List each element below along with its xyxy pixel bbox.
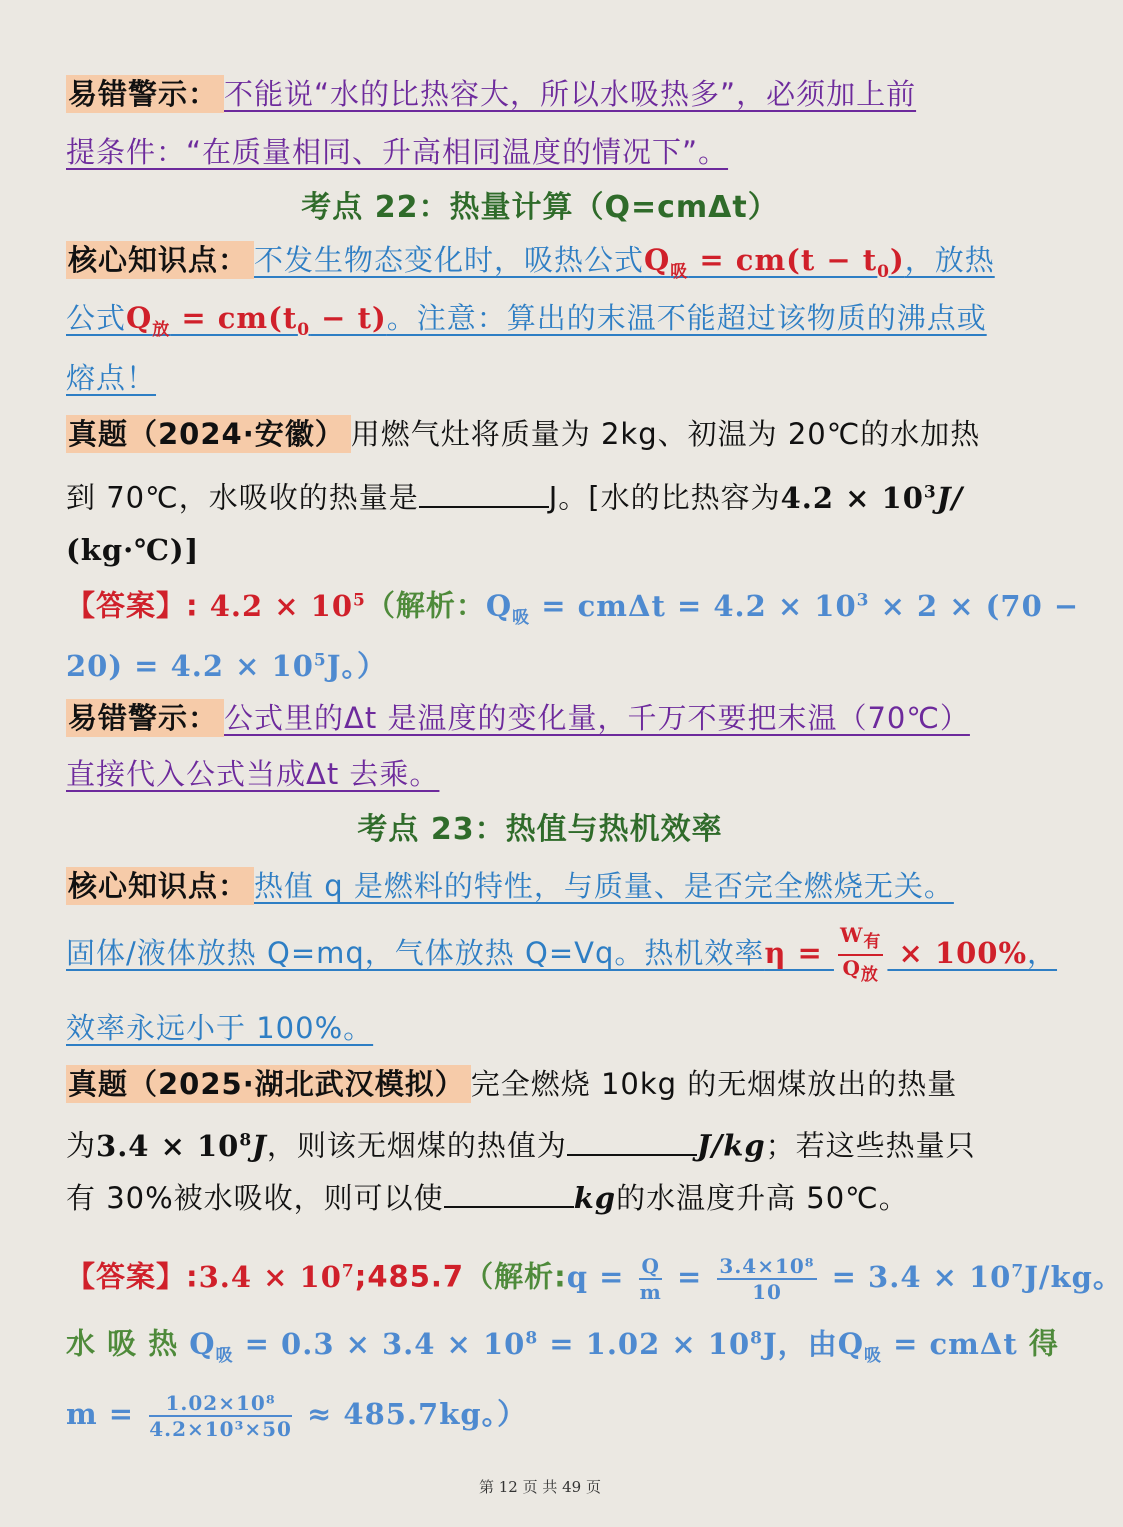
- frac-q-m: [639, 1254, 661, 1304]
- a2l2c: = 1.02 × 10: [538, 1326, 751, 1361]
- question-1-line-1: [66, 414, 1014, 454]
- answer-tag: 【答案】:: [66, 588, 199, 623]
- core-text-a: 不发生物态变化时，吸热公式: [254, 243, 645, 277]
- sh-unit: J/: [936, 480, 964, 515]
- analysis-label: （解析：: [365, 588, 486, 623]
- av: 4.2 × 10: [198, 588, 354, 623]
- question-text-2b: J。[水的比热容为: [548, 480, 781, 515]
- core-text-2: [66, 301, 987, 340]
- core-23-text-3: 效率永远小于 100%。: [66, 1011, 374, 1045]
- fden-sub: 放: [860, 965, 879, 985]
- answer-value: [199, 589, 366, 623]
- section-heading-23: 考点 23：热值与热机效率: [357, 812, 723, 847]
- analysis-2-eq: [566, 1253, 1123, 1304]
- fn2: 3.4×10⁸: [719, 1253, 815, 1278]
- analysis-2-label: （解析:: [464, 1259, 567, 1294]
- a2l2b: = 0.3 × 3.4 × 10: [233, 1326, 526, 1361]
- core-text: [254, 243, 995, 282]
- q2-sup: 8: [239, 1130, 253, 1150]
- c23-a: 固体/液体放热 Q=mq，气体放热 Q=Vq。热机效率: [66, 936, 765, 970]
- answer-blank-2: [567, 1128, 697, 1156]
- analysis-eq-2: [66, 649, 387, 683]
- aq: Q: [485, 588, 513, 623]
- eta: η =: [764, 936, 834, 970]
- a2eq: =: [665, 1259, 714, 1294]
- q2-c: J: [252, 1128, 267, 1163]
- core-text-2e: 。注意：算出的末温不能超过该物质的沸点或: [386, 301, 987, 335]
- core-text-3: 熔点！: [66, 361, 157, 395]
- core-23-line-3: [66, 1008, 1014, 1048]
- answer-2-line-1: [66, 1240, 1123, 1308]
- a2l2-sup: 8: [525, 1328, 539, 1348]
- fn3: 1.02×10⁸: [149, 1391, 292, 1417]
- av-sup: 5: [353, 590, 366, 610]
- fd2: 10: [752, 1279, 782, 1304]
- warning-2-line-2: [66, 754, 1014, 794]
- core-line-1: [66, 240, 1014, 292]
- question-tag: 真题（2024·安徽）: [66, 415, 351, 453]
- core-text-e: ，放热: [904, 243, 995, 277]
- q2-heat: [96, 1129, 267, 1163]
- a2l3a: m =: [66, 1397, 146, 1431]
- question-1-line-3: [66, 530, 1014, 570]
- core-23-line-1: [66, 866, 1014, 906]
- a2l2a: 水 吸 热: [66, 1326, 190, 1361]
- frac-num: [838, 923, 883, 956]
- a2l2q-sub: 吸: [215, 1345, 234, 1366]
- f1c: 0: [877, 261, 890, 282]
- warning-2-tag: 易错警示：: [66, 699, 224, 737]
- a2v-sup: 7: [341, 1261, 355, 1281]
- warning-2-text-cont: 直接代入公式当成Δt 去乘。: [66, 757, 440, 791]
- warning-text-cont: 提条件：“在质量相同、升高相同温度的情况下”。: [66, 135, 729, 169]
- frac-heat: [717, 1254, 816, 1304]
- question-2-line-2: [66, 1120, 1014, 1166]
- sh-sup: 3: [923, 482, 937, 502]
- core-line-2: [66, 298, 1014, 350]
- question-2-text: 完全燃烧 10kg 的无烟煤放出的热量: [470, 1067, 958, 1101]
- answer-blank: [419, 480, 549, 508]
- fnum-sub: 有: [863, 932, 882, 952]
- a2v: 3.4 × 10: [198, 1259, 342, 1294]
- efficiency-formula: [764, 923, 1028, 985]
- a2l3b: ≈ 485.7kg。）: [295, 1397, 528, 1431]
- question-2-tag: 真题（2025·湖北武汉模拟）: [66, 1065, 471, 1103]
- question-text: 用燃气灶将质量为 2kg、初温为 20℃的水加热: [350, 417, 981, 451]
- answer-1-line-1: [66, 580, 1080, 637]
- f2c: 0: [297, 319, 311, 340]
- q2-e: J/kg: [696, 1128, 766, 1163]
- pct: × 100%: [887, 936, 1028, 970]
- sh-unit-cont: (kg·℃)]: [66, 533, 200, 567]
- core-23-text-2: [66, 923, 1058, 985]
- warning-line-2: [66, 132, 1014, 172]
- q2-d: ，则该无烟煤的热值为: [266, 1128, 567, 1163]
- core-23-tag: 核心知识点：: [66, 867, 254, 905]
- formula-absorb: [644, 243, 905, 282]
- frac-den: [838, 956, 883, 987]
- sh-a: 4.2 × 10: [780, 480, 924, 515]
- q2-3a: 有 30%被水吸收，则可以使: [66, 1181, 444, 1215]
- question-1-line-2: [66, 472, 1014, 518]
- q2-3c: 的水温度升高 50℃。: [616, 1181, 909, 1215]
- f1: Q: [644, 243, 671, 277]
- core-tag: 核心知识点：: [66, 241, 254, 279]
- a2e1-sup: 7: [1011, 1261, 1025, 1281]
- a2e1b: J/kg。: [1024, 1259, 1123, 1294]
- warning-2-text: 公式里的Δt 是温度的变化量，千万不要把末温（70℃）: [224, 701, 970, 735]
- question-text-2a: 到 70℃，水吸收的热量是: [66, 480, 419, 515]
- f2: Q: [126, 301, 153, 335]
- question-2-line-3: [66, 1178, 1014, 1218]
- a2l2-sup2: 8: [750, 1328, 763, 1348]
- q2-b: 3.4 × 10: [96, 1128, 240, 1163]
- answer-2-line-2: [66, 1318, 1059, 1375]
- a2l2e: = cmΔt: [881, 1326, 1018, 1361]
- formula-release: [126, 301, 387, 340]
- fnum: W: [839, 923, 864, 947]
- warning-tag: 易错警示：: [66, 75, 224, 113]
- f2-sub: 放: [152, 319, 171, 340]
- a2l2q2: Q: [837, 1326, 864, 1361]
- warning-line-1: [66, 74, 1014, 114]
- f1b: = cm(t − t: [688, 243, 878, 277]
- specific-heat: [781, 481, 963, 515]
- f2b: = cm(t: [170, 301, 298, 335]
- f1-sub: 吸: [670, 261, 689, 282]
- analysis-eq: [485, 588, 1080, 628]
- answer-2-tag: 【答案】:: [66, 1259, 199, 1294]
- al2: 20) = 4.2 × 10: [66, 648, 314, 683]
- q2-a: 为: [66, 1128, 97, 1163]
- answer-2-line-3: [66, 1382, 1014, 1446]
- c23-e: ，: [1027, 936, 1058, 970]
- a2e1: = 3.4 × 10: [820, 1259, 1012, 1294]
- frac-mass: [149, 1391, 292, 1441]
- al2b: J。）: [326, 648, 387, 683]
- answer-blank-3: [444, 1180, 574, 1208]
- f1d: ): [889, 243, 905, 277]
- a2l2d: J，由: [762, 1326, 838, 1361]
- fd1: m: [639, 1279, 662, 1304]
- aq-sub: 吸: [512, 607, 531, 628]
- question-2-line-1: [66, 1064, 1014, 1104]
- q2-f: ；若这些热量只: [765, 1128, 976, 1163]
- warning-text: 不能说“水的比热容大，所以水吸热多”，必须加上前: [224, 77, 917, 111]
- al2-sup: 5: [313, 650, 327, 670]
- core-line-3: [66, 358, 1014, 398]
- a2l2q2-sub: 吸: [863, 1345, 882, 1366]
- core-text-2a: 公式: [66, 301, 127, 335]
- fden: Q: [842, 956, 861, 980]
- warning-2-line-1: [66, 698, 1014, 738]
- ae1: = cmΔt = 4.2 × 10: [530, 588, 857, 623]
- a2l2q: Q: [189, 1326, 216, 1361]
- a2l2f: 得: [1017, 1326, 1059, 1361]
- answer-1-line-2: [66, 640, 1014, 686]
- a2v2: ;485.7: [354, 1259, 465, 1294]
- page-footer: 第 12 页 共 49 页: [478, 1478, 601, 1496]
- ae1b: × 2 × (70 −: [869, 588, 1080, 623]
- efficiency-fraction: [838, 923, 883, 987]
- q2-3b: kg: [573, 1181, 617, 1215]
- ae1-sup: 3: [856, 590, 870, 610]
- fn1: Q: [641, 1253, 660, 1278]
- section-heading-22: 考点 22：热量计算（Q=cmΔt）: [301, 190, 779, 225]
- analysis-2-eq-2: [189, 1326, 1018, 1366]
- core-23-line-2: [66, 922, 1058, 987]
- f2d: − t): [310, 301, 387, 335]
- analysis-2-eq-3: [66, 1391, 528, 1441]
- core-23-text: 热值 q 是燃料的特性，与质量、是否完全燃烧无关。: [254, 869, 954, 903]
- fd3: 4.2×10³×50: [149, 1417, 292, 1441]
- a2q: q =: [566, 1259, 636, 1294]
- answer-2-value: [199, 1260, 355, 1294]
